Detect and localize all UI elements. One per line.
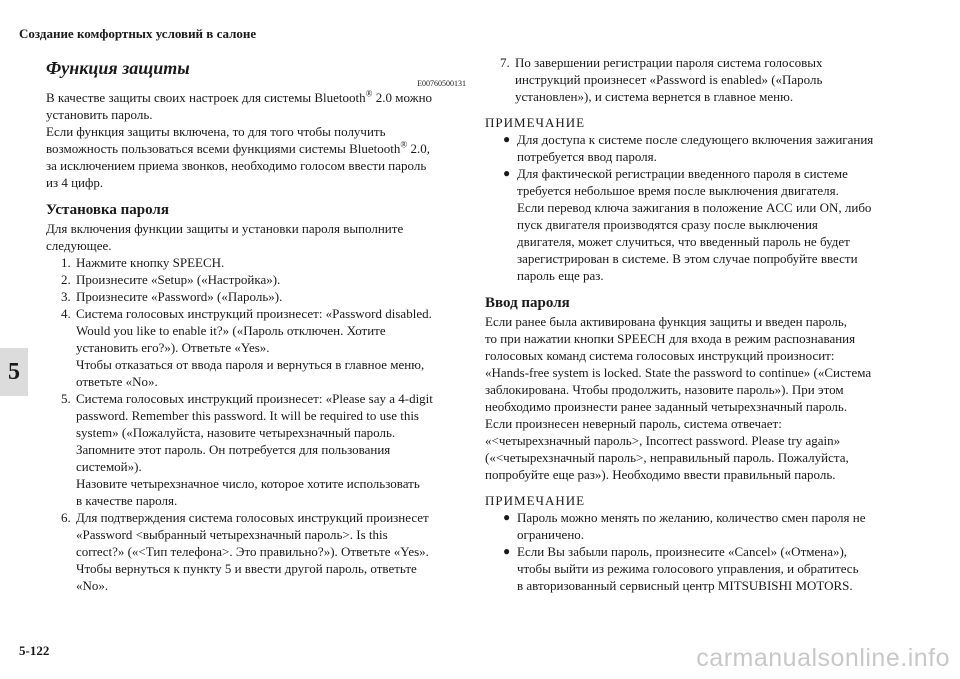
left-column xyxy=(46,54,466,594)
step-text xyxy=(76,509,466,594)
text-line: «No». xyxy=(76,578,109,593)
intro-line: 2.0 можно xyxy=(372,90,433,105)
text-line: пуск двигателя производятся сразу после выключения xyxy=(517,217,818,232)
subsection-title-set-password: Установка пароля xyxy=(46,202,169,218)
text-line: зарегистрирован в системе. В этом случае попробуйте ввести xyxy=(517,251,858,266)
page-number: 5-122 xyxy=(19,643,50,658)
text-line: password. Remember this password. It will be required to use this xyxy=(76,408,419,423)
text-line: в качестве пароля. xyxy=(76,493,178,508)
note-text xyxy=(517,165,915,284)
text-line: Произнесите «Setup» («Настройка»). xyxy=(76,272,281,287)
text-line: Для подтверждения система голосовых инструкций произнесет xyxy=(76,510,429,525)
step-number: 2. xyxy=(61,272,71,287)
text-line: требуется небольшое время после выключения двигателя. xyxy=(517,183,839,198)
intro-line: установить пароль. xyxy=(46,107,153,122)
document-code: E00760500131 xyxy=(417,79,466,88)
step-item xyxy=(46,288,466,305)
text-line: По завершении регистрации пароля система голосовых xyxy=(515,55,823,70)
text-line: чтобы выйти из режима голосового управления, и обратитесь xyxy=(517,561,859,576)
step-text xyxy=(76,254,466,271)
section-title-protection: Функция защиты xyxy=(46,58,190,78)
text-line: Запомните этот пароль. Он потребуется для пользования xyxy=(76,442,391,457)
step-number: 1. xyxy=(61,255,71,270)
text-line: («<четырехзначный пароль>, неправильный пароль. Пожалуйста, xyxy=(485,450,849,465)
text-line: потребуется ввод пароля. xyxy=(517,149,657,164)
watermark: carmanualsonline.info xyxy=(696,644,950,672)
registered-mark: ® xyxy=(400,139,408,150)
bullet-icon: ● xyxy=(503,544,511,558)
text-line: Если ранее была активирована функция защиты и введен пароль, xyxy=(485,314,848,329)
step-text xyxy=(76,390,466,509)
step-text xyxy=(76,288,466,305)
step-item xyxy=(46,254,466,271)
text-line: то при нажатии кнопки SPEECH для входа в режим распознавания xyxy=(485,331,856,346)
text-line: Чтобы вернуться к пункту 5 и ввести другой пароль, ответьте xyxy=(76,561,417,576)
text-line: инструкций произнесет «Password is enabled» («Пароль xyxy=(515,72,823,87)
bullet-icon: ● xyxy=(503,132,511,146)
intro-line: Для включения функции защиты и установки пароля выполните xyxy=(46,221,404,236)
text-line: Would you like to enable it?» («Пароль отключен. Хотите xyxy=(76,323,386,338)
text-line: заблокирована. Чтобы продолжить, назовите пароль»). При этом xyxy=(485,382,844,397)
note-list xyxy=(485,509,915,594)
registered-mark: ® xyxy=(365,88,373,99)
chapter-tab: 5 xyxy=(0,348,28,396)
step-item xyxy=(46,271,466,288)
step-number: 6. xyxy=(61,510,71,525)
enter-password-paragraph xyxy=(485,313,915,483)
step-item xyxy=(46,509,466,594)
text-line: Если произнесен неверный пароль, система отвечает: xyxy=(485,416,782,431)
intro-paragraph xyxy=(46,89,466,191)
text-line: «<четырехзначный пароль>, Incorrect password. Please try again» xyxy=(485,433,841,448)
text-line: Произнесите «Password» («Пароль»). xyxy=(76,289,283,304)
text-line: голосовых команд система голосовых инструкций произносит: xyxy=(485,348,835,363)
step-number: 3. xyxy=(61,289,71,304)
note-text xyxy=(517,131,915,165)
intro-line: В качестве защиты своих настроек для системы Bluetooth xyxy=(46,90,366,105)
bullet-icon: ● xyxy=(503,510,511,524)
text-line: ограничено. xyxy=(517,527,585,542)
intro-line: из 4 цифр. xyxy=(46,175,104,190)
note-item xyxy=(485,131,915,165)
text-line: Система голосовых инструкций произнесет: «Password disabled. xyxy=(76,306,432,321)
step-number: 4. xyxy=(61,306,71,321)
text-line: Нажмите кнопку SPEECH. xyxy=(76,255,225,270)
text-line: необходимо произнести ранее заданный четырехзначный пароль. xyxy=(485,399,848,414)
text-line: «Hands-free system is locked. State the password to continue» («Система xyxy=(485,365,872,380)
text-line: установлен»), и система вернется в главное меню. xyxy=(515,89,794,104)
intro-line: возможность пользоваться всеми функциями системы Bluetooth xyxy=(46,141,401,156)
note-label: ПРИМЕЧАНИЕ xyxy=(485,115,586,130)
step-number: 7. xyxy=(500,55,510,70)
text-line: Система голосовых инструкций произнесет: «Please say a 4-digit xyxy=(76,391,433,406)
text-line: Пароль можно менять по желанию, количество смен пароля не xyxy=(517,510,866,525)
subsection-intro xyxy=(46,220,466,254)
page-header: Создание комфортных условий в салоне xyxy=(19,26,257,41)
text-line: двигателя, может случиться, что введенный пароль не будет xyxy=(517,234,850,249)
note-item xyxy=(485,165,915,284)
step-7 xyxy=(485,54,915,105)
text-line: Чтобы отказаться от ввода пароля и вернуться в главное меню, xyxy=(76,357,425,372)
text-line: Назовите четырехзначное число, которое хотите использовать xyxy=(76,476,420,491)
note-list xyxy=(485,131,915,284)
step-item xyxy=(46,390,466,509)
intro-line: за исключением приема звонков, необходимо голосом ввести пароль xyxy=(46,158,427,173)
step-text xyxy=(76,305,466,390)
right-column xyxy=(485,54,915,594)
step-item xyxy=(46,305,466,390)
bullet-icon: ● xyxy=(503,166,511,180)
step-number: 5. xyxy=(61,391,71,406)
intro-line: 2.0, xyxy=(407,141,430,156)
steps-list xyxy=(46,254,466,594)
text-line: system» («Пожалуйста, назовите четырехзначный пароль. xyxy=(76,425,396,440)
text-line: correct?» («<Тип телефона>. Это правильно?»). Ответьте «Yes». xyxy=(76,544,429,559)
text-line: ответьте «No». xyxy=(76,374,158,389)
step-text xyxy=(76,271,466,288)
note-text xyxy=(517,543,915,594)
text-line: Если перевод ключа зажигания в положение ACC или ON, либо xyxy=(517,200,872,215)
note-text xyxy=(517,509,915,543)
text-line: установить его?»). Ответьте «Yes». xyxy=(76,340,270,355)
text-line: пароль еще раз. xyxy=(517,268,604,283)
step-text xyxy=(515,54,915,105)
text-line: «Password <выбранный четырехзначный пароль>. Is this xyxy=(76,527,388,542)
subsection-title-enter-password: Ввод пароля xyxy=(485,295,570,311)
text-line: Для доступа к системе после следующего включения зажигания xyxy=(517,132,874,147)
text-line: Если Вы забыли пароль, произнесите «Cancel» («Отмена»), xyxy=(517,544,848,559)
note-label: ПРИМЕЧАНИЕ xyxy=(485,493,586,508)
note-item xyxy=(485,509,915,543)
text-line: системой»). xyxy=(76,459,142,474)
note-item xyxy=(485,543,915,594)
text-line: в авторизованный сервисный центр MITSUBISHI MOTORS. xyxy=(517,578,853,593)
intro-line: следующее. xyxy=(46,238,112,253)
text-line: Для фактической регистрации введенного пароля в системе xyxy=(517,166,848,181)
text-line: попробуйте еще раз»). Необходимо ввести правильный пароль. xyxy=(485,467,836,482)
intro-line: Если функция защиты включена, то для того чтобы получить xyxy=(46,124,386,139)
